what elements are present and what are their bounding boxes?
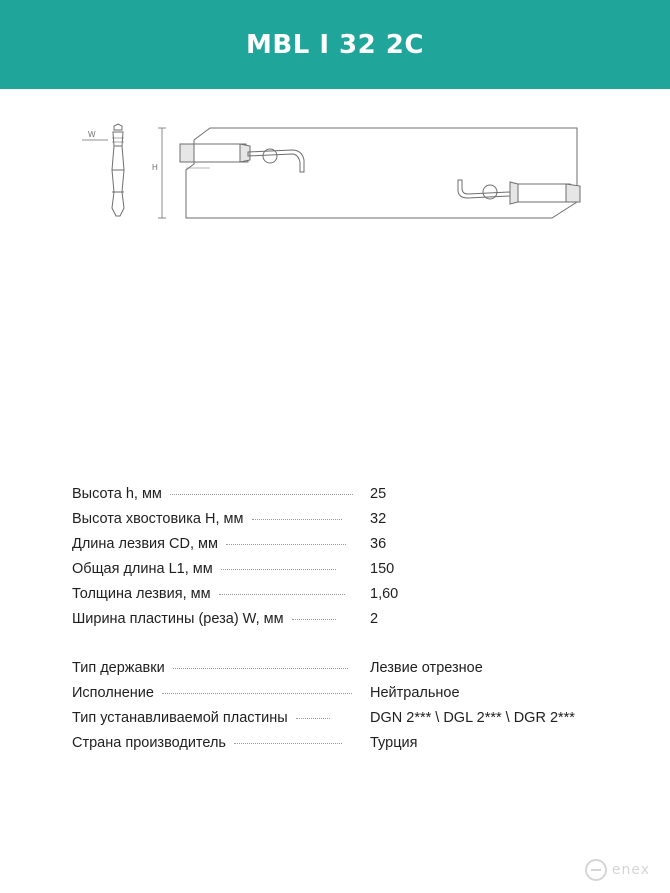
spec-value: Турция — [370, 735, 418, 751]
spec-value: 1,60 — [370, 586, 399, 602]
spec-label: Длина лезвия CD, мм — [72, 536, 218, 552]
leader-dots — [221, 569, 336, 570]
leader-dots — [162, 693, 352, 694]
spec-row — [72, 586, 632, 611]
spec-value: 25 — [370, 486, 387, 502]
spec-label: Страна производитель — [72, 735, 226, 751]
spec-value: DGN 2*** \ DGL 2*** \ DGR 2*** — [370, 710, 575, 726]
leader-dots — [252, 519, 342, 520]
spec-row — [72, 611, 632, 636]
spec-row — [72, 735, 632, 760]
spec-label: Тип устанавливаемой пластины — [72, 710, 288, 726]
spec-row — [72, 660, 632, 685]
spec-table — [72, 486, 632, 760]
spec-value: 32 — [370, 511, 387, 527]
spec-row — [72, 536, 632, 561]
h-dimension-label: H — [152, 163, 158, 172]
logo-text: enex — [611, 862, 650, 878]
spec-label: Высота хвостовика H, мм — [72, 511, 244, 527]
leader-dots — [296, 718, 330, 719]
w-dimension-label: W — [88, 130, 96, 139]
group-spacer — [72, 636, 632, 660]
spec-label: Исполнение — [72, 685, 154, 701]
spec-group-dimensions — [72, 486, 632, 636]
spec-value: Лезвие отрезное — [370, 660, 483, 676]
header-bar — [0, 0, 670, 89]
spec-value: 150 — [370, 561, 395, 577]
spec-label: Высота h, мм — [72, 486, 162, 502]
spec-row — [72, 710, 632, 735]
tool-drawing — [70, 118, 600, 233]
leader-dots — [173, 668, 348, 669]
spec-row — [72, 511, 632, 536]
leader-dots — [234, 743, 342, 744]
leader-dots — [292, 619, 336, 620]
spec-label: Тип державки — [72, 660, 165, 676]
spec-value: 2 — [370, 611, 379, 627]
spec-label: Общая длина L1, мм — [72, 561, 213, 577]
page-title: MBL I 32 2C — [246, 29, 424, 60]
spec-label: Толщина лезвия, мм — [72, 586, 211, 602]
leader-dots — [226, 544, 346, 545]
leader-dots — [170, 494, 353, 495]
spec-row — [72, 685, 632, 710]
spec-label: Ширина пластины (реза) W, мм — [72, 611, 284, 627]
tool-drawing-svg — [70, 118, 600, 233]
spec-row — [72, 486, 632, 511]
spec-value: Нейтральное — [370, 685, 460, 701]
spec-group-general — [72, 660, 632, 760]
leader-dots — [219, 594, 345, 595]
spec-value: 36 — [370, 536, 387, 552]
brand-logo — [585, 859, 650, 881]
logo-icon — [585, 859, 607, 881]
spec-row — [72, 561, 632, 586]
